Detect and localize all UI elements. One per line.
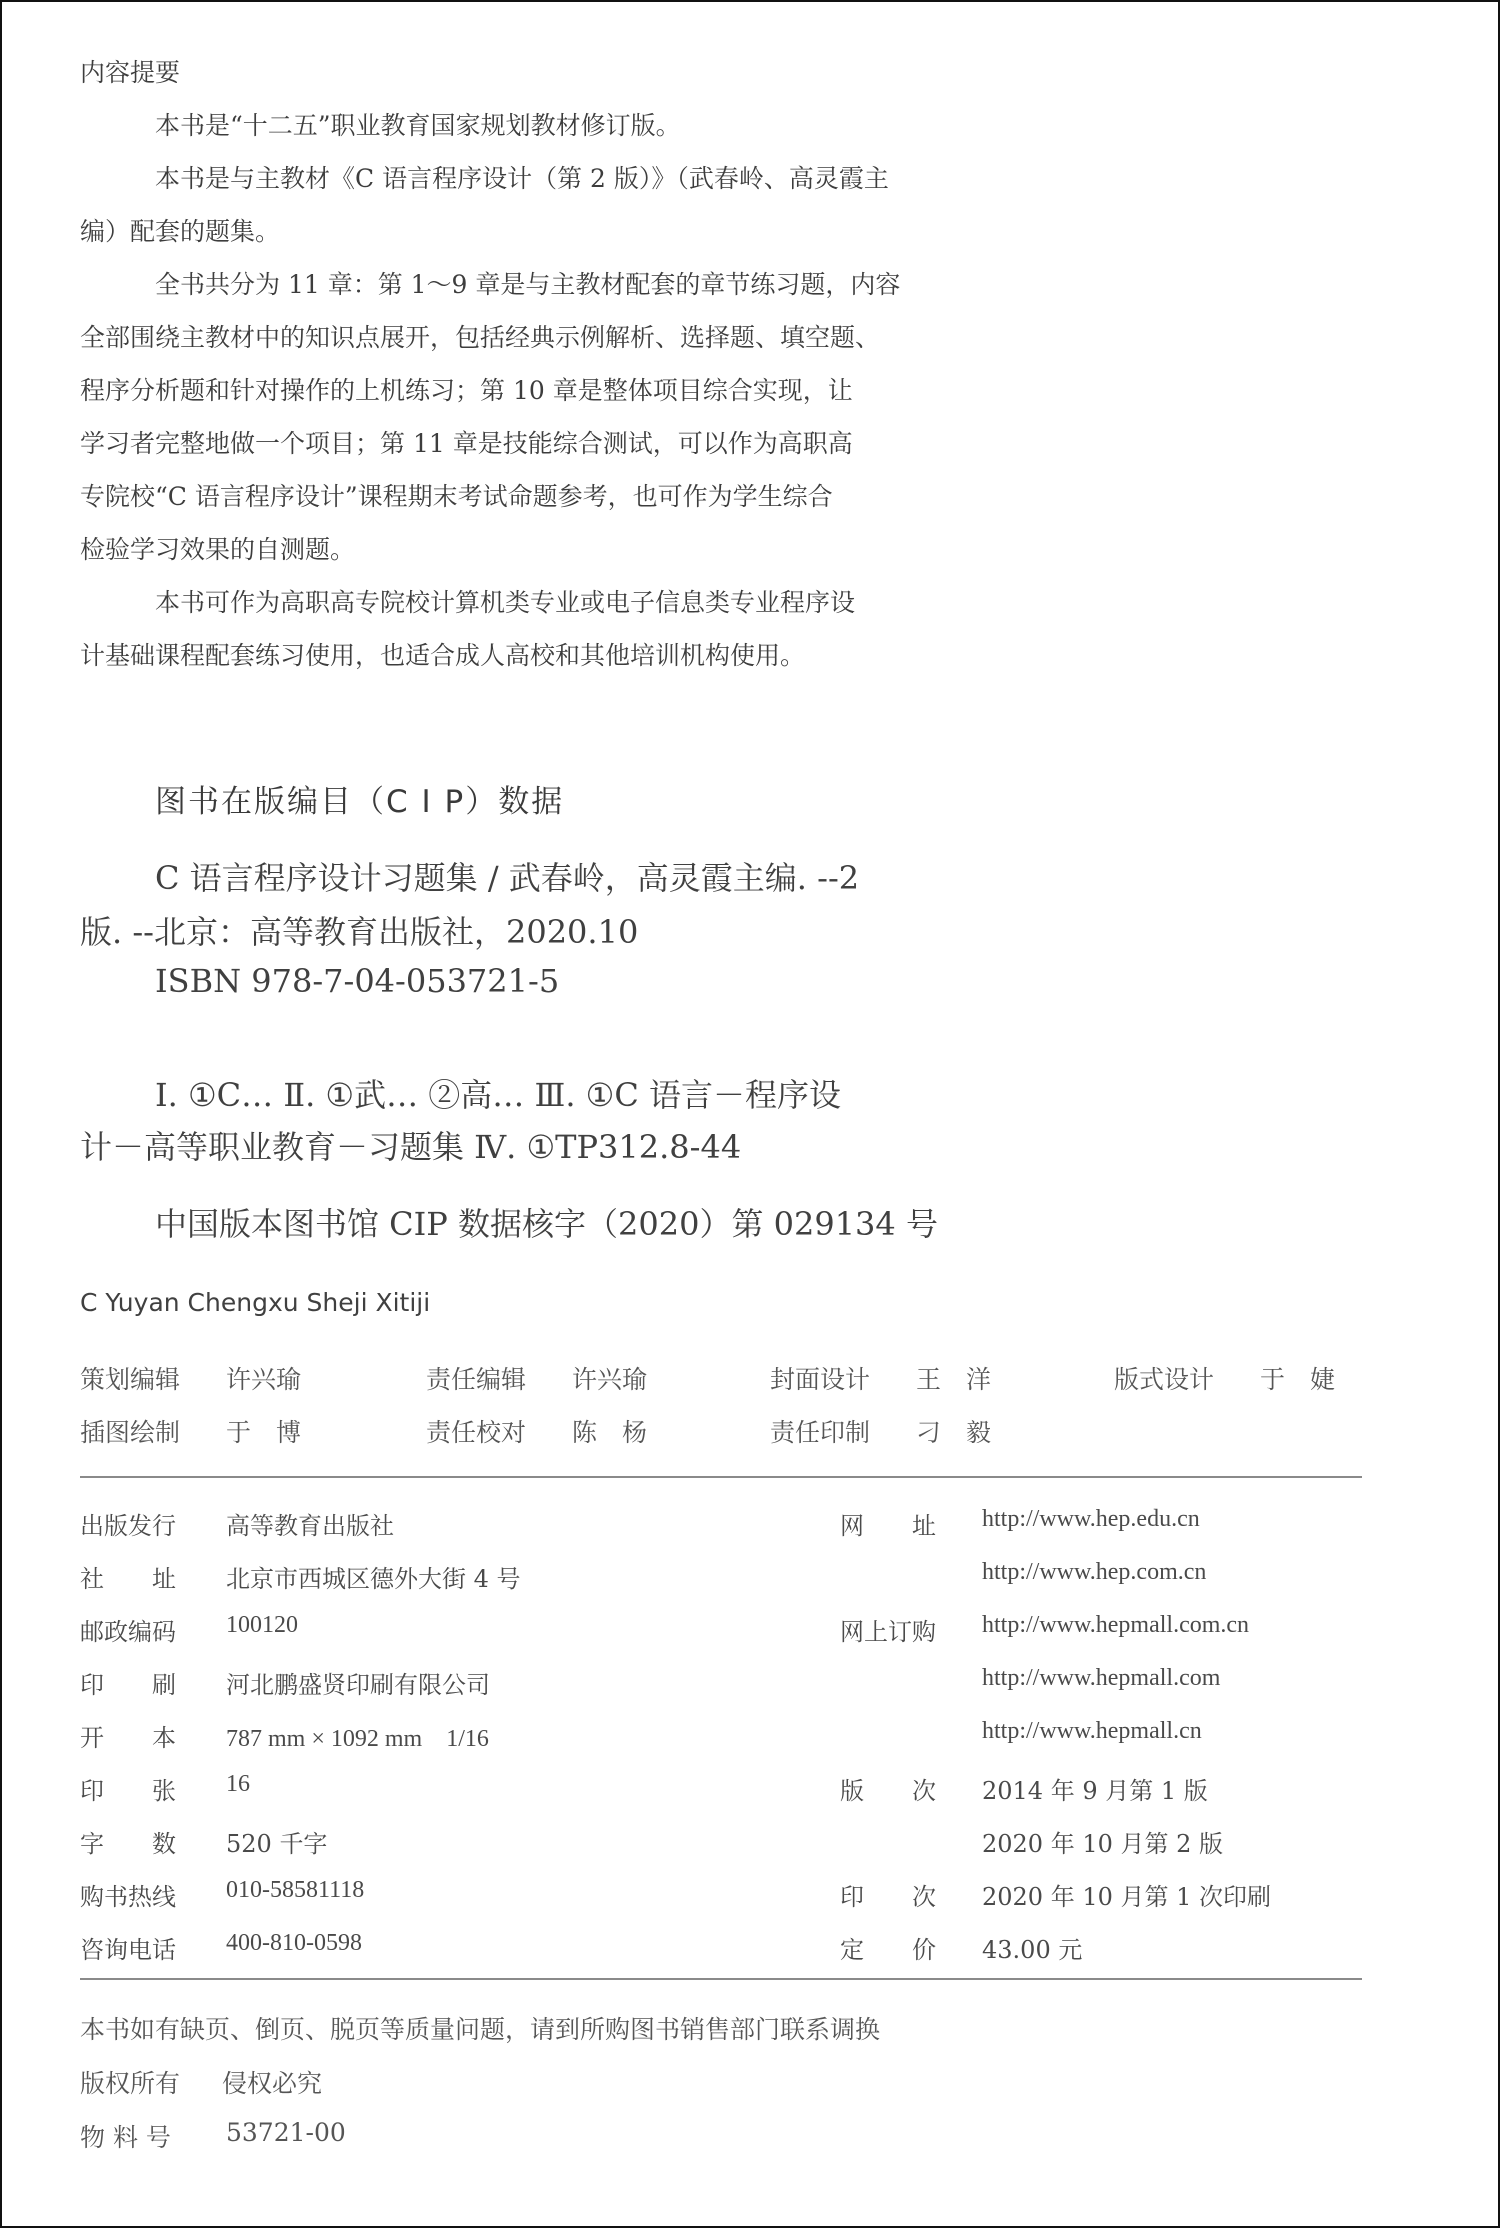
quality-notice: 本书如有缺页、倒页、脱页等质量问题，请到所购图书销售部门联系调换 [80,2015,881,2044]
credit-name: 许兴瑜 [572,1365,648,1394]
material-number-value: 53721-00 [226,2118,346,2147]
info-label: 社 址 [80,1565,176,1593]
info-label: 网 址 [840,1512,936,1540]
info-value: 2020 年 10 月第 1 次印刷 [982,1883,1272,1911]
credit-label: 责任编辑 [426,1365,527,1394]
info-value: 100120 [226,1612,298,1638]
cip-classification: 计－高等职业教育－习题集 Ⅳ. ①TP312.8-44 [80,1128,742,1166]
cip-isbn: ISBN 978-7-04-053721-5 [155,962,560,1000]
info-value: 787 mm × 1092 mm 1/16 [226,1726,489,1752]
info-value: 2020 年 10 月第 2 版 [982,1830,1224,1858]
credit-label: 责任校对 [426,1418,527,1447]
credit-name: 陈 杨 [572,1418,648,1447]
cip-line: 版. --北京：高等教育出版社，2020.10 [80,913,639,951]
info-value: 北京市西城区德外大街 4 号 [226,1565,521,1593]
info-label: 开 本 [80,1724,176,1752]
summary-line: 学习者完整地做一个项目；第 11 章是技能综合测试，可以作为高职高 [80,429,853,458]
info-label: 咨询电话 [80,1936,176,1964]
summary-line: 检验学习效果的自测题。 [80,535,356,564]
website-link[interactable]: http://www.hep.edu.cn [982,1506,1200,1532]
info-label: 出版发行 [80,1512,176,1540]
info-label: 定 价 [840,1936,936,1964]
credit-name: 刁 毅 [916,1418,992,1447]
pinyin-title: C Yuyan Chengxu Sheji Xitiji [80,1288,431,1317]
credit-label: 策划编辑 [80,1365,181,1394]
divider [80,1978,1362,1980]
credit-label: 责任印制 [770,1418,871,1447]
info-value: 520 千字 [226,1830,328,1858]
cip-line: C 语言程序设计习题集 / 武春岭，高灵霞主编. --2 [155,859,860,897]
info-label: 印 次 [840,1883,936,1911]
credit-label: 版式设计 [1114,1365,1215,1394]
online-store-link[interactable]: http://www.hepmall.com.cn [982,1612,1250,1638]
credit-name: 于 博 [226,1418,302,1447]
info-label: 印 张 [80,1777,176,1805]
cip-approval-number: 中国版本图书馆 CIP 数据核字（2020）第 029134 号 [155,1205,938,1243]
info-value: 010-58581118 [226,1877,365,1903]
info-label: 字 数 [80,1830,176,1858]
info-value: 400-810-0598 [226,1930,362,1956]
copyright-value: 侵权必究 [222,2069,323,2098]
credit-label: 封面设计 [770,1365,871,1394]
info-label: 版 次 [840,1777,936,1805]
info-value: 2014 年 9 月第 1 版 [982,1777,1208,1805]
material-number-label: 物 料 号 [80,2123,171,2152]
info-value: 16 [226,1771,250,1797]
info-label: 网上订购 [840,1618,936,1646]
summary-line: 专院校“C 语言程序设计”课程期末考试命题参考，也可作为学生综合 [80,482,833,511]
online-store-link[interactable]: http://www.hepmall.com [982,1665,1221,1691]
summary-line: 本书可作为高职高专院校计算机类专业或电子信息类专业程序设 [155,588,856,617]
info-label: 购书热线 [80,1883,176,1911]
credit-name: 于 婕 [1260,1365,1336,1394]
credit-label: 插图绘制 [80,1418,181,1447]
credit-name: 许兴瑜 [226,1365,302,1394]
info-value: 高等教育出版社 [226,1512,394,1540]
summary-line: 全书共分为 11 章：第 1～9 章是与主教材配套的章节练习题，内容 [155,270,901,299]
copyright-label: 版权所有 [80,2069,181,2098]
price-value: 43.00 元 [982,1936,1083,1964]
website-link[interactable]: http://www.hep.com.cn [982,1559,1207,1585]
summary-line: 程序分析题和针对操作的上机练习；第 10 章是整体项目综合实现，让 [80,376,853,405]
summary-line: 全部围绕主教材中的知识点展开，包括经典示例解析、选择题、填空题、 [80,323,881,352]
summary-heading: 内容提要 [80,58,181,87]
info-label: 邮政编码 [80,1618,176,1646]
summary-line: 编）配套的题集。 [80,217,281,246]
info-value: 河北鹏盛贤印刷有限公司 [226,1671,490,1699]
divider [80,1476,1362,1478]
online-store-link[interactable]: http://www.hepmall.cn [982,1718,1202,1744]
info-label: 印 刷 [80,1671,176,1699]
summary-line: 计基础课程配套练习使用，也适合成人高校和其他培训机构使用。 [80,641,806,670]
summary-line: 本书是“十二五”职业教育国家规划教材修订版。 [155,111,681,140]
summary-line: 本书是与主教材《C 语言程序设计（第 2 版）》（武春岭、高灵霞主 [155,164,889,193]
credit-name: 王 洋 [916,1365,992,1394]
cip-classification: Ⅰ. ①C… Ⅱ. ①武… ②高… Ⅲ. ①C 语言－程序设 [155,1076,842,1114]
cip-title: 图书在版编目（C I P）数据 [155,784,565,820]
